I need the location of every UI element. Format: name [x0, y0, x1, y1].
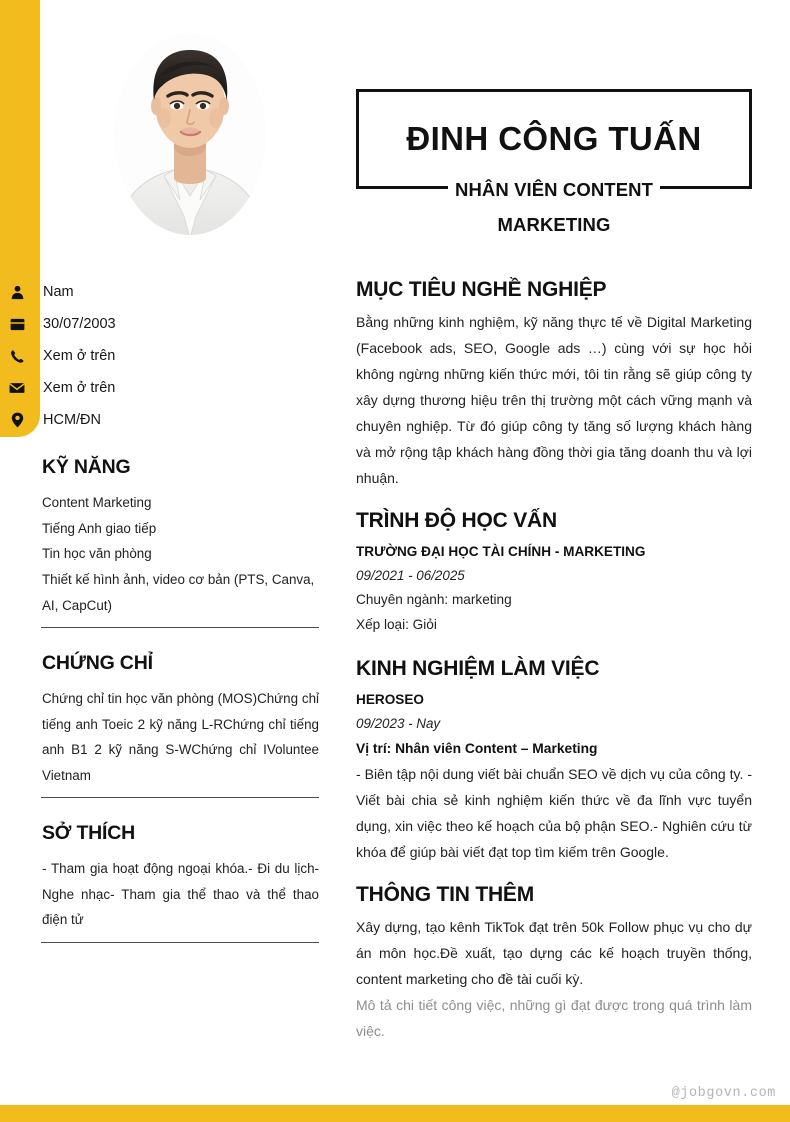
- calendar-icon: [0, 318, 34, 331]
- skills-heading: KỸ NĂNG: [42, 456, 131, 478]
- contact-row-phone[interactable]: [40, 340, 340, 372]
- experience-role: Vị trí: Nhân viên Content – Marketing: [356, 741, 598, 756]
- left-column: [40, 0, 340, 928]
- section-education: [356, 509, 752, 637]
- contact-list: [40, 276, 340, 436]
- hobbies-body: - Tham gia hoạt động ngoại khóa.- Đi du lịch- Nghe nhạc- Tham gia thể thao và thể thao điện tử: [42, 861, 319, 928]
- contact-value-birthdate: 30/07/2003: [43, 315, 116, 332]
- email-icon: [0, 382, 34, 394]
- portrait-photo-icon: [106, 30, 274, 238]
- hobbies-heading: SỞ THÍCH: [42, 822, 136, 844]
- job-title-line-1: NHÂN VIÊN CONTENT: [454, 179, 653, 200]
- section-additional: [356, 883, 752, 1044]
- watermark: @jobgovn.com: [671, 1086, 776, 1101]
- section-certificates: [41, 652, 319, 789]
- education-major: Chuyên ngành: marketing: [356, 592, 512, 607]
- location-pin-icon: [0, 412, 34, 428]
- contact-row-birthdate: [40, 308, 340, 340]
- skill-item: Tin học văn phòng: [42, 546, 152, 562]
- education-school: TRƯỜNG ĐẠI HỌC TÀI CHÍNH - MARKETING: [356, 544, 646, 559]
- job-title-line-2: MARKETING: [497, 214, 611, 235]
- divider-skills: [41, 627, 319, 628]
- section-objective: [356, 278, 752, 491]
- contact-row-location: [40, 404, 340, 436]
- contact-row-gender: [40, 276, 340, 308]
- page-title: ĐINH CÔNG TUẤN: [406, 119, 702, 157]
- experience-company: HEROSEO: [356, 692, 424, 707]
- avatar: [106, 30, 274, 238]
- divider-certificates: [41, 797, 319, 798]
- education-dates: 09/2021 - 06/2025: [356, 568, 465, 583]
- section-hobbies: [41, 822, 319, 933]
- skill-item: Tiếng Anh giao tiếp: [42, 520, 157, 536]
- accent-footer-band: [0, 1105, 790, 1122]
- skill-item: Content Marketing: [42, 495, 152, 510]
- objective-heading: MỤC TIÊU NGHỀ NGHIỆP: [356, 278, 607, 301]
- section-experience: [356, 657, 752, 865]
- name-box: [356, 89, 752, 186]
- contact-value-gender: Nam: [43, 283, 74, 300]
- accent-sidebar-band: [0, 0, 40, 437]
- contact-value-email: Xem ở trên: [43, 379, 116, 396]
- education-grade: Xếp loại: Giỏi: [356, 616, 437, 632]
- section-skills: [41, 456, 319, 619]
- objective-body: Bằng những kinh nghiệm, kỹ năng thực tế về Digital Marketing (Facebook ads, SEO, Google ads …) cùng với sự học hỏi không ngừng những kiến thức mới, tôi tin rằng sẽ giúp công ty xây dựng thương hiệu trên thị trường một cách vững mạnh và chuyên nghiệp. Từ đó giúp công ty tăng số lượng khách hàng và mở rộng tập khách hàng đồng thời gia tăng doanh thu và lợi nhuận.: [356, 314, 752, 486]
- contact-value-location: HCM/ĐN: [43, 411, 101, 428]
- additional-placeholder: Mô tả chi tiết công việc, những gì đạt được trong quá trình làm việc.: [356, 997, 752, 1039]
- additional-heading: THÔNG TIN THÊM: [356, 883, 535, 906]
- divider-hobbies: [41, 942, 319, 943]
- certificates-heading: CHỨNG CHỈ: [42, 652, 153, 674]
- experience-dates: 09/2023 - Nay: [356, 716, 441, 731]
- person-icon: [0, 285, 34, 300]
- certificates-body: Chứng chỉ tin học văn phòng (MOS)Chứng chỉ tiếng anh Toeic 2 kỹ năng L-RChứng chỉ tiếng anh B1 2 kỹ năng S-WChứng chỉ IVoluntee Vietnam: [42, 691, 319, 784]
- phone-icon: [0, 349, 34, 364]
- name-header: [356, 89, 752, 242]
- experience-body: - Biên tập nội dung viết bài chuẩn SEO về dịch vụ của công ty. - Viết bài chia sẻ kinh nghiệm kiến thức về đa lĩnh vực tuyển dụng, xin việc theo kế hoạch của bộ phận SEO.- Nghiên cứu từ khóa để giúp bài viết đạt top tìm kiếm trên Google.: [356, 766, 752, 860]
- contact-value-phone: Xem ở trên: [43, 347, 116, 364]
- contact-row-email[interactable]: [40, 372, 340, 404]
- skill-item: Thiết kế hình ảnh, video cơ bản (PTS, Canva, AI, CapCut): [42, 572, 315, 613]
- education-heading: TRÌNH ĐỘ HỌC VẤN: [356, 509, 557, 532]
- experience-heading: KINH NGHIỆM LÀM VIỆC: [356, 657, 600, 680]
- additional-body: Xây dựng, tạo kênh TikTok đạt trên 50k Follow phục vụ cho dự án môn học.Đề xuất, tạo dựng các kế hoạch truyền thống, content marketing cho đề tài cuối kỳ.: [356, 919, 752, 987]
